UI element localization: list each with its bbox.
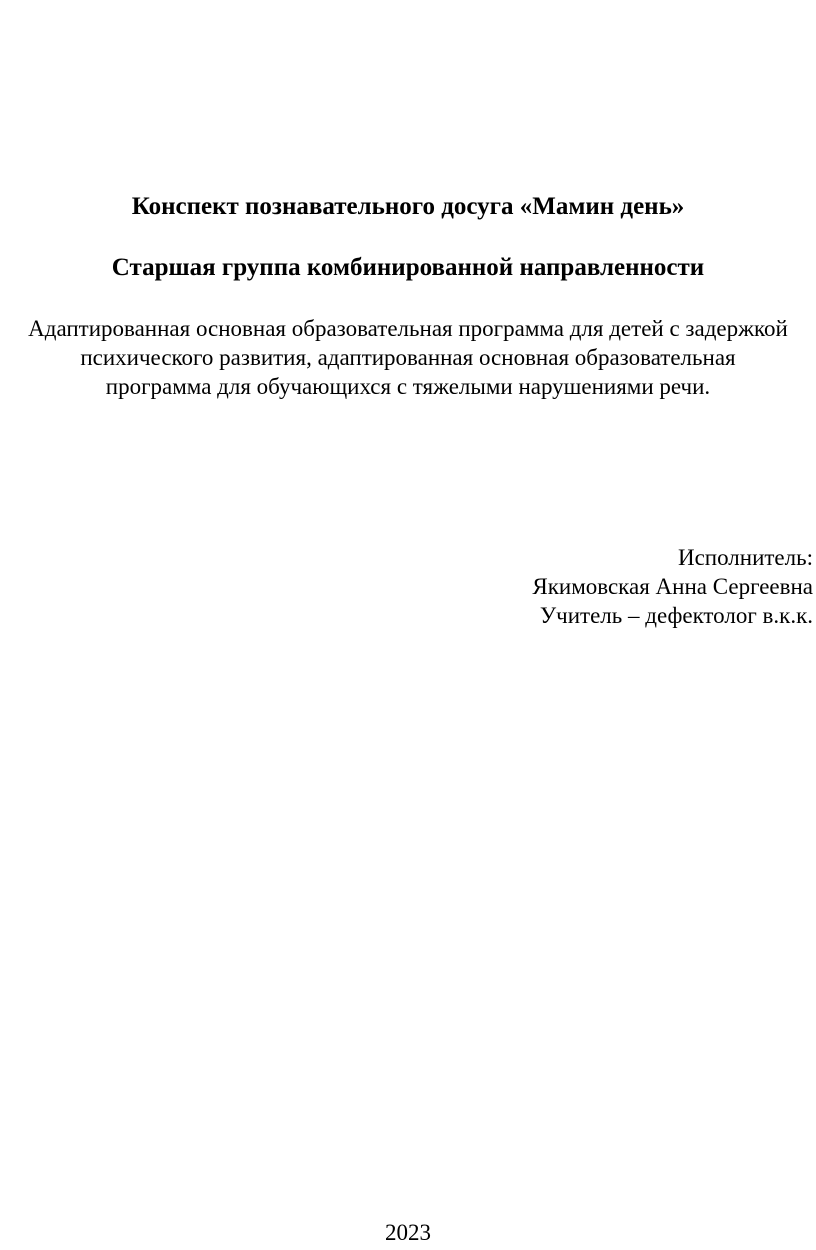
description-line-1: Адаптированная основная образовательная программа для детей с задержкой	[28, 316, 788, 341]
author-block	[532, 543, 813, 630]
program-description	[0, 314, 816, 401]
document-title: Конспект познавательного досуга «Мамин день»	[131, 193, 685, 220]
author-label: Исполнитель:	[677, 545, 813, 570]
author-name: Якимовская Анна Сергеевна	[532, 574, 813, 599]
author-position: Учитель – дефектолог в.к.к.	[539, 603, 813, 628]
document-year: 2023	[385, 1220, 431, 1245]
group-subtitle: Старшая группа комбинированной направленности	[111, 254, 705, 281]
description-line-3: программа для обучающихся с тяжелыми нарушениями речи.	[105, 374, 711, 399]
description-line-2: психического развития, адаптированная основная образовательная	[80, 345, 736, 370]
